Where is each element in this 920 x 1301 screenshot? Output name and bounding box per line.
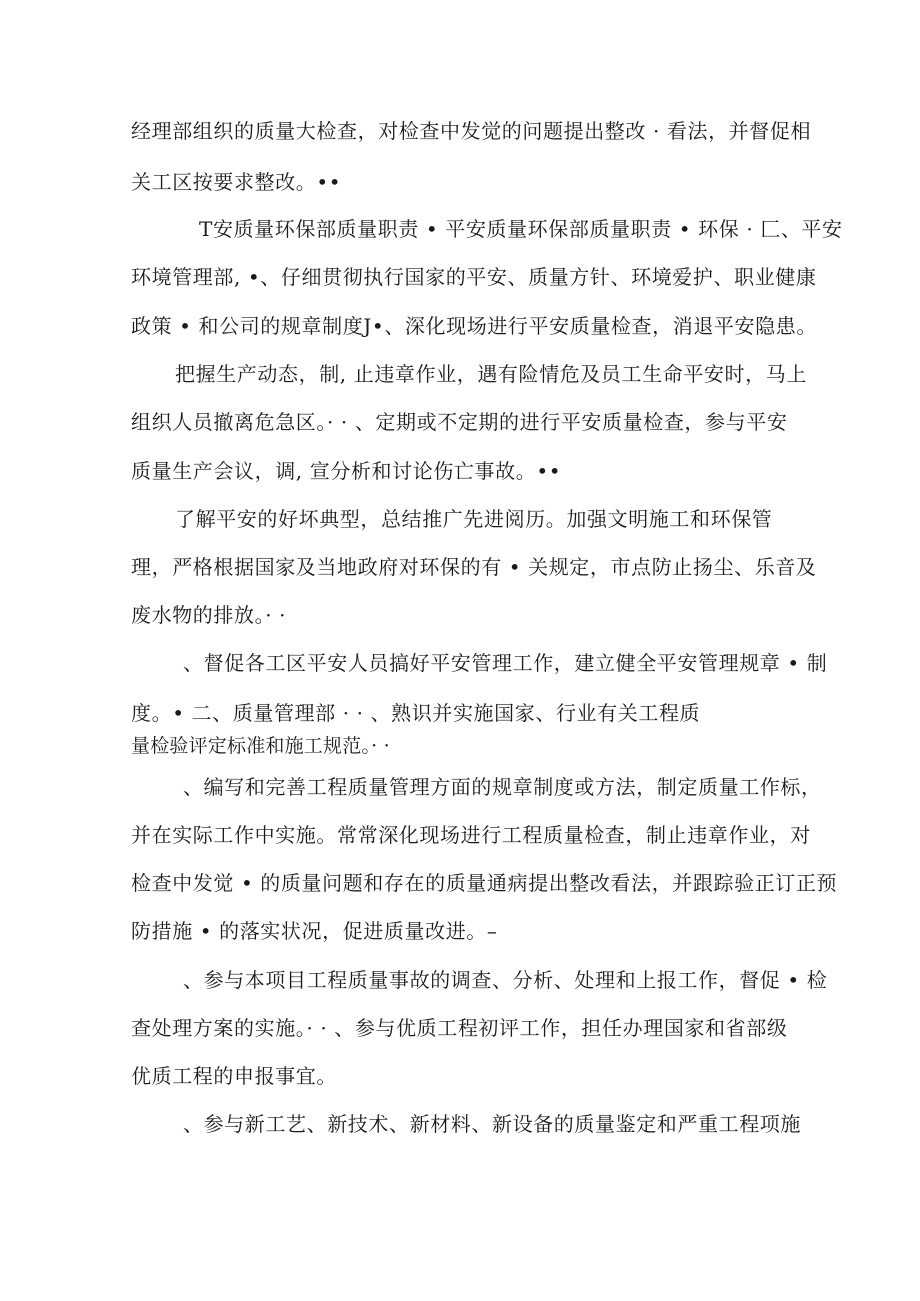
text-line-1: 经理部组织的质量大检查，对检查中发觉的问题提出整改 · 看法，并督促相 xyxy=(131,119,812,143)
text-line-6: 把握生产动态，制, 止违章作业，遇有险情危及员工生命平安时，马上 xyxy=(175,362,807,386)
text-line-18: 防措施 • 的落实状况，促进质量改进。– xyxy=(131,919,498,943)
text-line-15: 、编写和完善工程质量管理方面的规章制度或方法，制定质量工作标， xyxy=(183,775,822,799)
text-line-19: 、参与本项目工程质量事故的调查、分析、处理和上报工作，督促 • 检 xyxy=(183,968,828,992)
text-line-8: 质量生产会议，调, 宣分析和讨论伤亡事故。•• xyxy=(131,459,562,483)
text-line-10: 理，严格根据国家及当地政府对环保的有 • 关规定，市点防止扬尘、乐音及 xyxy=(131,555,817,579)
text-line-17: 检查中发觉 • 的质量问题和存在的质量通病提出整改看法，并跟踪验正订正预 xyxy=(131,871,838,895)
text-line-22: 、参与新工艺、新技术、新材料、新设备的质量鉴定和严重工程项施 xyxy=(183,1112,801,1136)
text-line-11: 废水物的排放。· · xyxy=(131,603,287,627)
text-line-7: 组织人员撤离危急区。· · 、定期或不定期的进行平安质量检查，参与平安 xyxy=(131,410,788,434)
text-line-9: 了解平安的好坏典型，总结推广先进阅历。加强文明施工和环保管 xyxy=(175,507,773,531)
text-line-20: 查处理方案的实施。· · 、参与优质工程初评工作，担任办理国家和省部级 xyxy=(131,1016,788,1040)
text-line-5: 政策 • 和公司的规章制度J•、深化现场进行平安质量检查，消退平安隐患。 xyxy=(131,314,817,338)
text-line-2: 关工区按要求整改。•• xyxy=(131,170,342,194)
text-line-14: 量检验评定标准和施工规范。· · xyxy=(131,735,390,757)
text-line-12: 、督促各工区平安人员搞好平安管理工作，建立健全平安管理规章 • 制 xyxy=(183,651,828,675)
text-line-13: 度。• 二、质量管理部 · · 、熟识并实施国家、行业有关工程质 xyxy=(131,701,701,725)
text-line-4: 环境管理部, •、仔细贯彻执行国家的平安、质量方针、环境爱护、职业健康 xyxy=(131,265,817,289)
text-line-16: 并在实际工作中实施。常常深化现场进行工程质量检查，制止违章作业，对 xyxy=(131,823,811,847)
text-line-3: T安质量环保部质量职责 • 平安质量环保部质量职责 • 环保 · 匚、平安 xyxy=(199,217,843,241)
text-line-21: 优质工程的申报事宜。 xyxy=(131,1064,337,1088)
